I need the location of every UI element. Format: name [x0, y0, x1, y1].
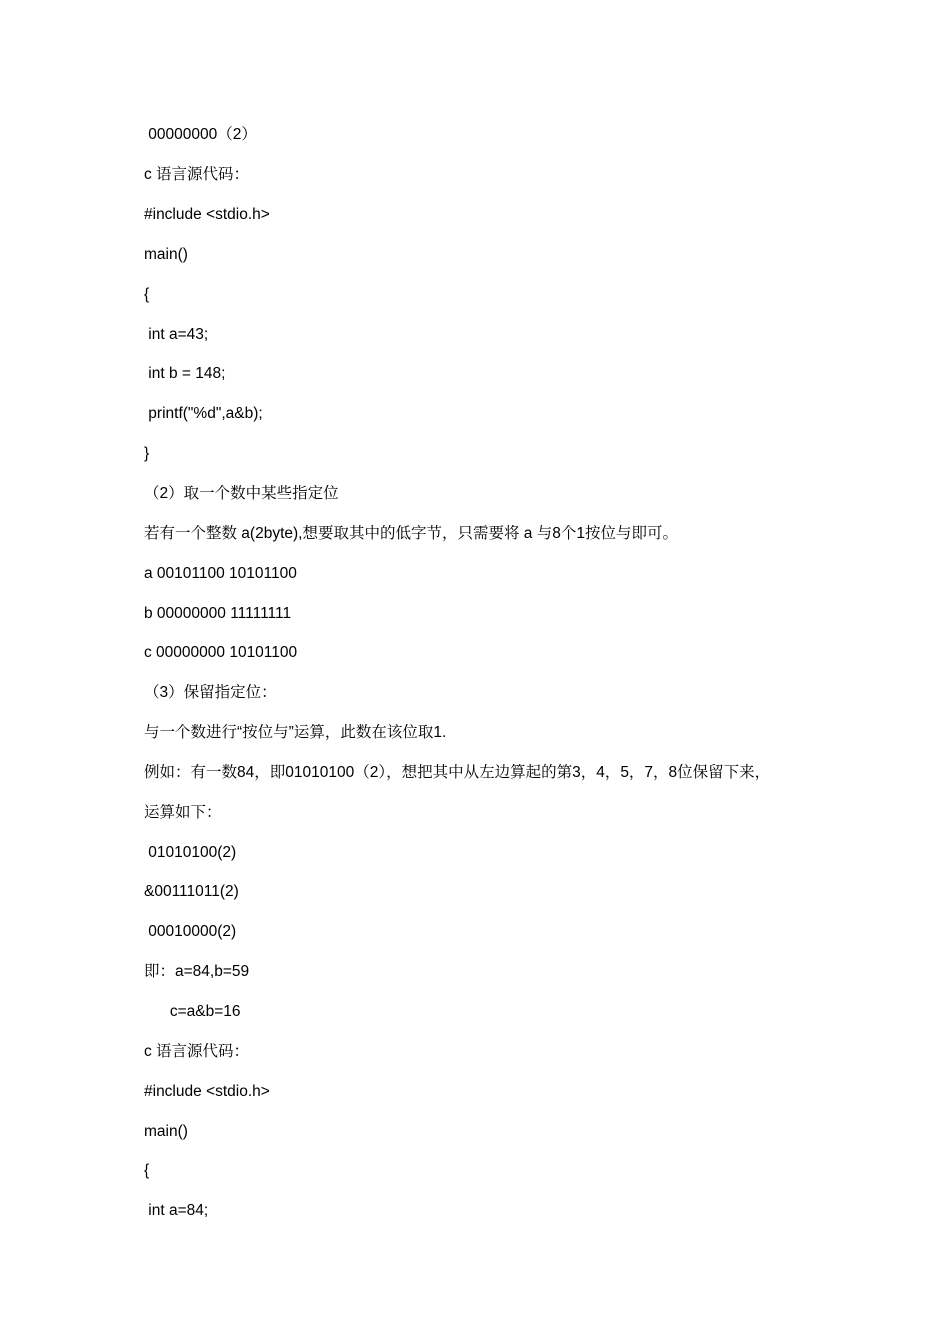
text-line: 运算如下： — [144, 804, 222, 821]
text-line: 例如：有一数84，即01010100（2），想把其中从左边算起的第3，4，5，7，8位保留下来， — [144, 764, 771, 781]
code-line: { — [144, 1162, 150, 1179]
text-line: a 00101100 10101100 — [144, 565, 297, 582]
code-line: main() — [144, 246, 188, 263]
text-line: c 语言源代码： — [144, 166, 250, 183]
code-line: #include <stdio.h> — [144, 1083, 270, 1100]
text-line: c 00000000 10101100 — [144, 644, 298, 661]
code-line: int a=84; — [144, 1202, 209, 1219]
text-line: 00000000（2） — [144, 126, 257, 143]
text-line: 01010100(2) — [144, 844, 237, 861]
text-line: b 00000000 11111111 — [144, 605, 292, 622]
text-line: c=a&b=16 — [144, 1003, 241, 1020]
code-line: { — [144, 286, 150, 303]
code-line: } — [144, 445, 150, 462]
text-line: &00111011(2) — [144, 883, 239, 900]
code-line: #include <stdio.h> — [144, 206, 270, 223]
code-line: int b = 148; — [144, 365, 226, 382]
code-line: int a=43; — [144, 326, 209, 343]
section-heading: （2）取一个数中某些指定位 — [144, 485, 339, 502]
text-line: c 语言源代码： — [144, 1043, 250, 1060]
code-line: printf("%d",a&b); — [144, 405, 263, 422]
section-heading: （3）保留指定位： — [144, 684, 277, 701]
text-line: 与一个数进行“按位与”运算，此数在该位取1. — [144, 724, 447, 741]
text-line: 即：a=84,b=59 — [144, 963, 250, 980]
text-line: 00010000(2) — [144, 923, 237, 940]
text-line: 若有一个整数 a(2byte),想要取其中的低字节，只需要将 a 与8个1按位与即可。 — [144, 525, 678, 542]
code-line: main() — [144, 1123, 188, 1140]
